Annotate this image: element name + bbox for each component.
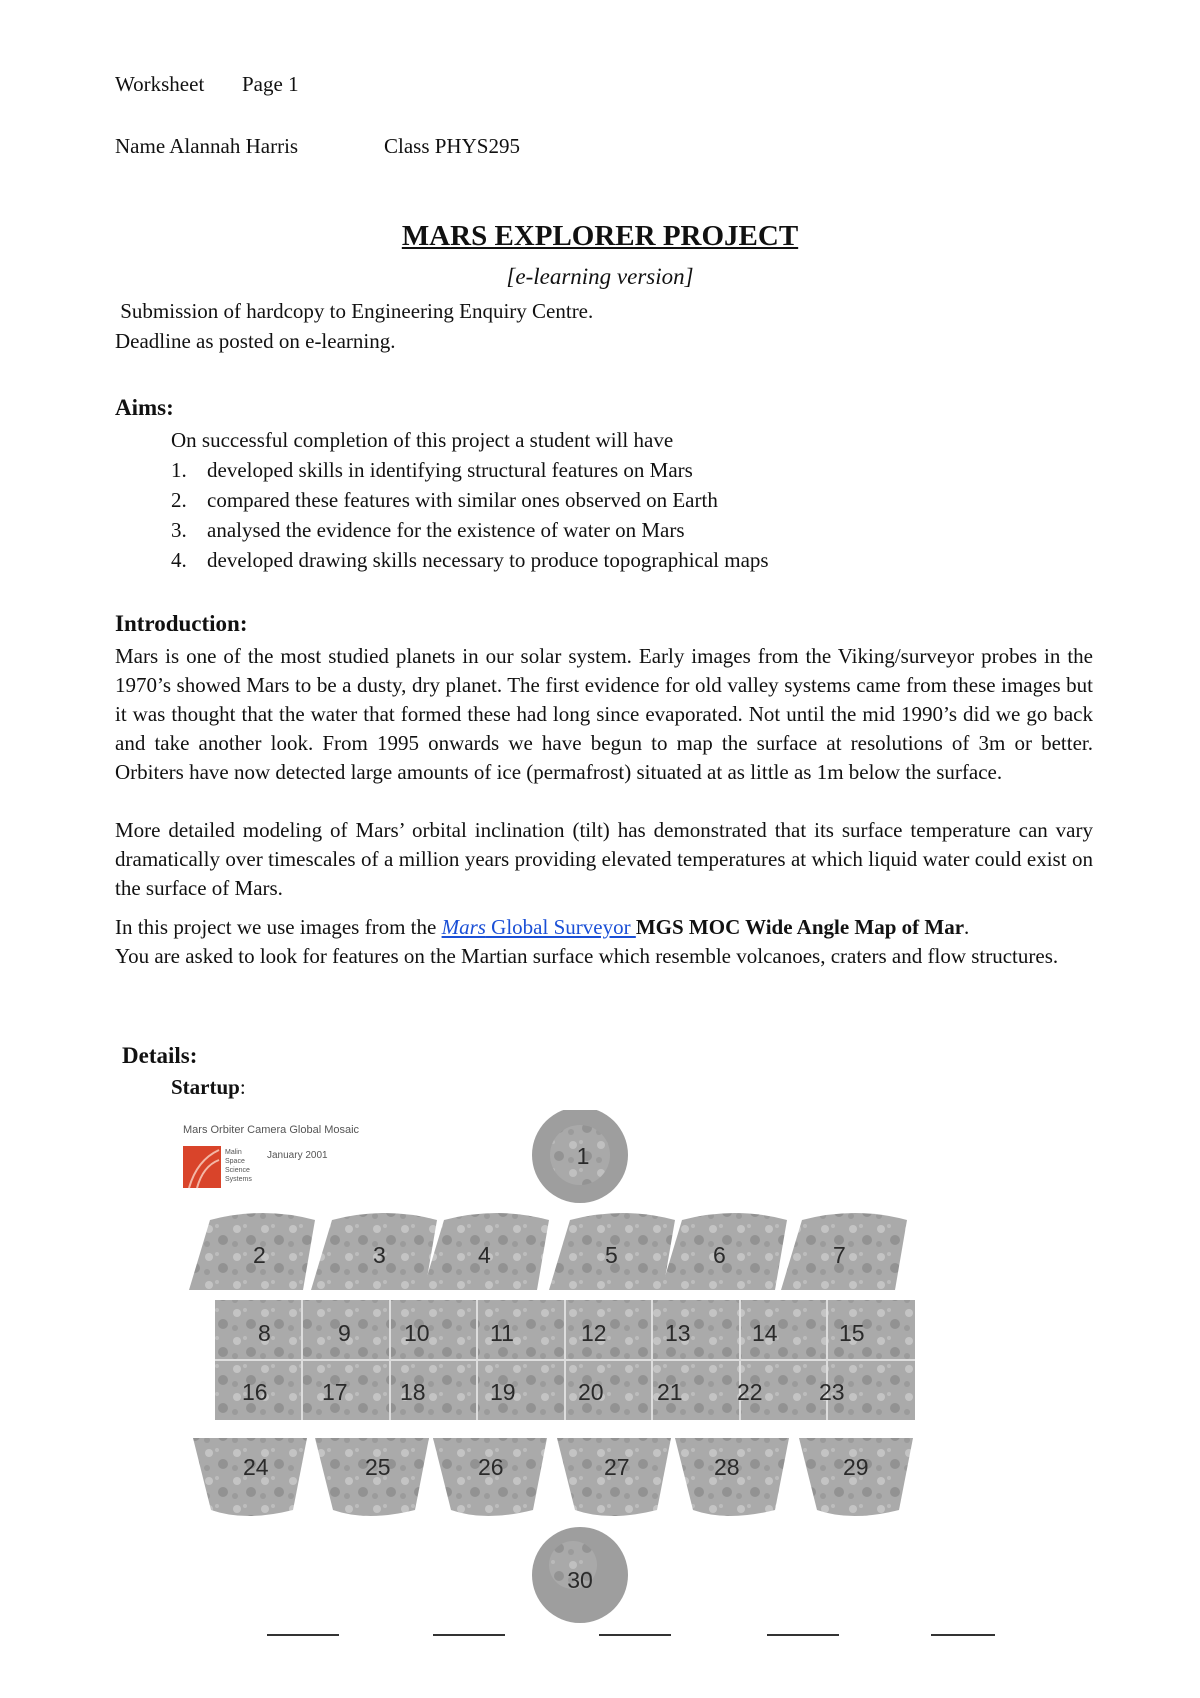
inset-org-line: Space xyxy=(225,1158,245,1165)
page-number: Page 1 xyxy=(242,72,299,96)
introduction-paragraph-4: You are asked to look for features on the Martian surface which resemble volcanoes, craters and flow structures. xyxy=(115,944,1059,968)
tile-label: 14 xyxy=(752,1320,778,1346)
map-equatorial-grid xyxy=(215,1300,915,1420)
tile-label: 2 xyxy=(253,1242,266,1268)
inset-org-line: Malin xyxy=(225,1149,242,1156)
tile-label: 13 xyxy=(665,1320,691,1346)
map-row-south xyxy=(193,1438,913,1516)
tile-label: 19 xyxy=(490,1379,516,1405)
tile-label: 4 xyxy=(478,1242,491,1268)
link-rest-part: Global Surveyor xyxy=(485,915,636,939)
aims-item-text: compared these features with similar ones observed on Earth xyxy=(207,488,718,512)
tile-label: 27 xyxy=(604,1454,630,1480)
tile-label: 8 xyxy=(258,1320,271,1346)
student-name: Name Alannah Harris xyxy=(115,134,299,158)
map-inset-legend xyxy=(183,1124,360,1188)
introduction-paragraph-1: Mars is one of the most studied planets in our solar system. Early images from the Viking/surveyor probes in the 1970’s showed Mars to be a dusty, dry planet. The first evidence for old valley systems came from these images but it was thought that the water that formed these had long since evaporated. Not until the mid 1990’s did we go back and take another look. From 1995 onwards we have begun to map the surface at resolutions of 3m or better. Orbiters have now detected large amounts of ice (permafrost) situated at as little as 1m below the surface. xyxy=(115,644,1093,784)
tile-label: 12 xyxy=(581,1320,607,1346)
introduction-heading: Introduction: xyxy=(115,611,248,636)
tile-label: 28 xyxy=(714,1454,740,1480)
inset-org-line: Systems xyxy=(225,1176,252,1183)
tile-label: 30 xyxy=(567,1567,593,1593)
aims-item-number: 1. xyxy=(171,458,187,482)
page-subtitle: [e-learning version] xyxy=(506,264,694,289)
startup-colon: : xyxy=(239,1075,246,1099)
aims-list xyxy=(171,455,931,575)
submission-line: Submission of hardcopy to Engineering Enquiry Centre. xyxy=(115,299,594,323)
inset-org-line: Science xyxy=(225,1167,250,1174)
tile-label: 16 xyxy=(242,1379,268,1405)
aims-heading: Aims: xyxy=(115,395,174,420)
aims-item xyxy=(171,515,931,545)
tile-label: 11 xyxy=(490,1320,514,1346)
para3-prefix: In this project we use images from the xyxy=(115,915,442,939)
deadline-line: Deadline as posted on e-learning. xyxy=(115,329,396,353)
class-code: Class PHYS295 xyxy=(384,134,520,158)
tile-label: 29 xyxy=(843,1454,869,1480)
introduction-paragraph-2: More detailed modeling of Mars’ orbital inclination (tilt) has demonstrated that its surface temperature can vary dramatically over timescales of a million years providing elevated temperatures at which liquid water could exist on the surface of Mars. xyxy=(115,818,1093,900)
link-italic-part: Mars xyxy=(441,915,486,939)
tile-label: 5 xyxy=(605,1242,618,1268)
mars-mosaic-figure xyxy=(175,1110,955,1630)
tile-label: 26 xyxy=(478,1454,504,1480)
map-tile-2 xyxy=(189,1213,315,1290)
tile-label: 25 xyxy=(365,1454,391,1480)
map-name: MGS MOC Wide Angle Map of Mar xyxy=(635,915,965,939)
tile-label: 22 xyxy=(737,1379,763,1405)
tile-label: 18 xyxy=(400,1379,426,1405)
tile-label: 21 xyxy=(657,1379,683,1405)
map-row-north xyxy=(189,1213,907,1290)
startup-label-text: Startup xyxy=(171,1075,240,1099)
aims-item-text: developed skills in identifying structural features on Mars xyxy=(207,458,693,482)
aims-item-number: 4. xyxy=(171,548,187,572)
page-title: MARS EXPLORER PROJECT xyxy=(401,220,799,252)
mars-global-surveyor-link[interactable] xyxy=(442,915,636,939)
aims-item-text: developed drawing skills necessary to produce topographical maps xyxy=(207,548,769,572)
tile-label: 17 xyxy=(322,1379,348,1405)
tile-label: 1 xyxy=(576,1143,590,1169)
tile-label: 23 xyxy=(819,1379,845,1405)
tile-label: 9 xyxy=(338,1320,351,1346)
aims-item xyxy=(171,485,931,515)
aims-item xyxy=(171,545,931,575)
tile-label: 15 xyxy=(839,1320,865,1346)
aims-item xyxy=(171,455,931,485)
aims-item-number: 2. xyxy=(171,488,187,512)
startup-label xyxy=(171,1073,246,1102)
tile-label: 3 xyxy=(373,1242,386,1268)
bottom-rule-marks xyxy=(205,1634,995,1638)
mars-mosaic-map xyxy=(175,1110,955,1630)
details-heading: Details: xyxy=(122,1043,198,1068)
aims-item-number: 3. xyxy=(171,518,187,542)
aims-intro: On successful completion of this project a student will have xyxy=(171,428,674,452)
tile-label: 10 xyxy=(404,1320,430,1346)
inset-title: Mars Orbiter Camera Global Mosaic xyxy=(183,1124,360,1136)
inset-date: January 2001 xyxy=(267,1150,328,1161)
introduction-paragraph-3 xyxy=(115,913,1115,942)
tile-label: 6 xyxy=(713,1242,726,1268)
aims-item-text: analysed the evidence for the existence of water on Mars xyxy=(207,518,685,542)
para3-end: . xyxy=(964,915,970,939)
tile-label: 7 xyxy=(833,1242,846,1268)
tile-label: 20 xyxy=(578,1379,604,1405)
worksheet-label: Worksheet xyxy=(115,72,205,96)
tile-label: 24 xyxy=(243,1454,269,1480)
